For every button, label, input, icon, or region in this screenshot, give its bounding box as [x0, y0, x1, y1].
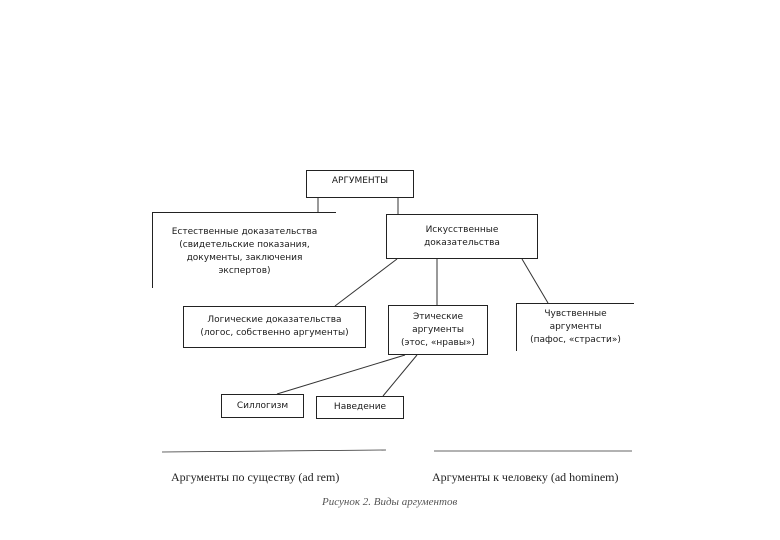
node-logical-evidence [183, 306, 366, 348]
natural-line-1: Естественные доказательства [171, 226, 318, 237]
artificial-line-2: доказательства [424, 237, 500, 248]
node-artificial-evidence [386, 214, 538, 259]
natural-line-4: экспертов) [218, 265, 271, 276]
label-ad-hominem: Аргументы к человеку (ad hominem) [432, 470, 619, 484]
artificial-line-1: Искусственные [425, 224, 499, 235]
emotional-line-3: (пафос, «страсти») [530, 335, 621, 345]
node-arguments-label: АРГУМЕНТЫ [331, 176, 389, 186]
natural-line-2: (свидетельские показания, [179, 239, 310, 250]
figure-caption: Рисунок 2. Виды аргументов [322, 496, 458, 508]
node-emotional-arguments [516, 303, 634, 351]
natural-line-3: документы, заключения [186, 252, 303, 263]
ethical-line-2: аргументы [412, 324, 464, 335]
node-ethical-arguments [388, 305, 488, 355]
node-syllogism [221, 394, 304, 418]
logical-line-1: Логические доказательства [207, 315, 342, 325]
syllogism-label: Силлогизм [236, 400, 289, 411]
label-ad-rem: Аргументы по существу (ad rem) [171, 470, 340, 484]
ethical-line-1: Этические [412, 311, 463, 322]
node-natural-evidence [152, 212, 336, 288]
induction-label: Наведение [333, 402, 387, 412]
logical-line-2: (логос, собственно аргументы) [200, 328, 349, 338]
node-induction [316, 396, 404, 419]
ethical-line-3: (этос, «нравы») [401, 337, 475, 348]
emotional-line-1: Чувственные [544, 309, 607, 319]
emotional-line-2: аргументы [549, 322, 602, 332]
node-arguments [306, 170, 414, 198]
